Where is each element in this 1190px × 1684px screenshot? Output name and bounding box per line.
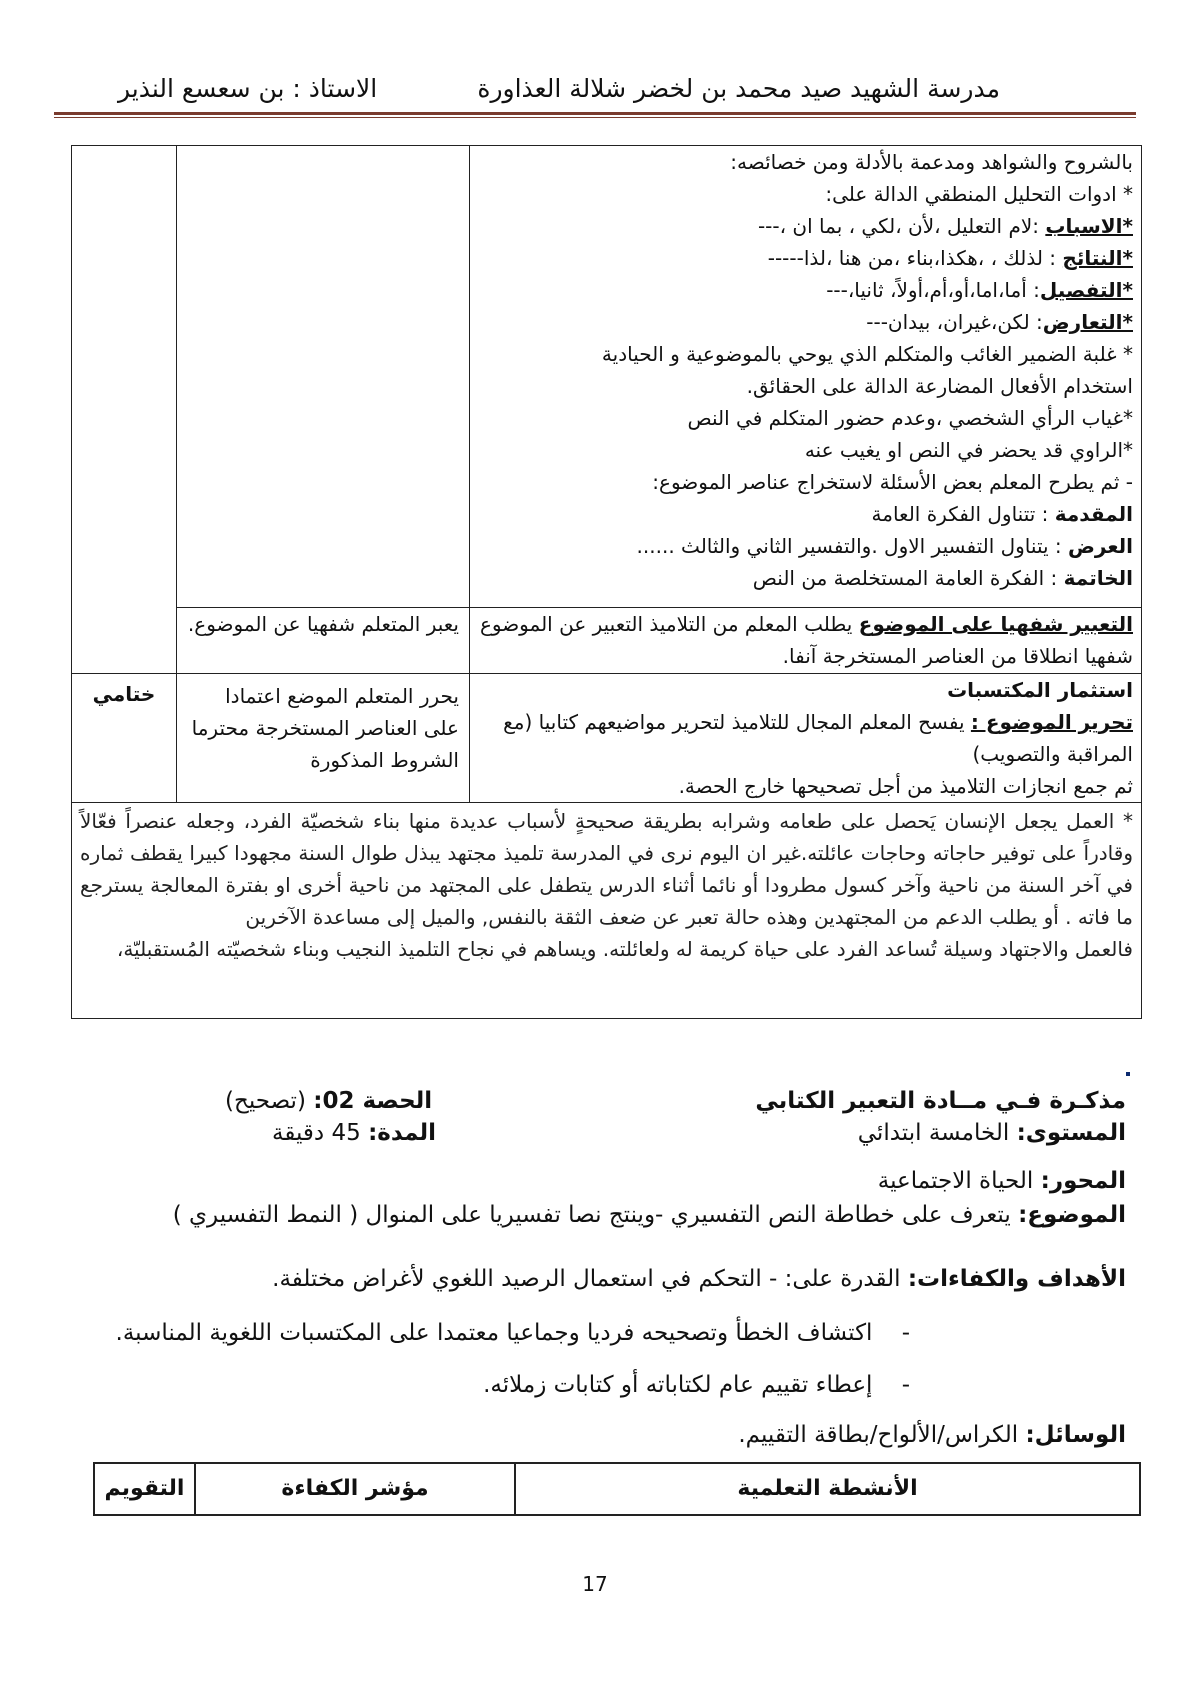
activity-line <box>476 562 1133 594</box>
table-row <box>72 803 1142 1019</box>
activity-line-text: : الفكرة العامة المستخلصة من النص <box>752 566 1064 590</box>
teacher-name: الاستاذ : بن سعسع النذير <box>118 74 378 103</box>
memo-title: مذكـرة فـي مــادة التعبير الكتابي <box>755 1088 1126 1114</box>
writing-text-2: ثم جمع انجازات التلاميذ من أجل تصحيحها خارج الحصة. <box>678 774 1133 798</box>
table-row <box>72 608 1142 674</box>
activity-line <box>476 242 1133 274</box>
activity-line <box>476 402 1133 434</box>
oral-expression-text: يطلب المعلم من التلاميذ التعبير عن الموضوع شفهيا انطلاقا من العناصر المستخرجة آنفا. <box>479 612 1133 668</box>
header-rule <box>54 112 1136 115</box>
oral-expression-title: التعبير شفهيا على الموضوع <box>858 612 1133 636</box>
tools-line: الوسائل: الكراس/الألواح/بطاقة التقييم. <box>738 1422 1126 1448</box>
table-row <box>72 674 1142 803</box>
level-line: المستوى: الخامسة ابتدائي <box>857 1120 1126 1146</box>
activity-line <box>476 370 1133 402</box>
activity-line-label: *الاسباب <box>1045 214 1133 238</box>
session-line: الحصة 02: (تصحيح) <box>225 1088 433 1114</box>
activities-cell <box>470 146 1142 608</box>
activity-line <box>476 338 1133 370</box>
investment-title: استثمار المكتسبات <box>947 678 1133 702</box>
activity-line-text: استخدام الأفعال المضارعة الدالة على الحقائق. <box>746 374 1133 398</box>
activities-header: الأنشطة التعلمية <box>515 1463 1140 1515</box>
activity-line <box>476 434 1133 466</box>
activity-line <box>476 210 1133 242</box>
activity-line-text: - ثم يطرح المعلم بعض الأسئلة لاستخراج عناصر الموضوع: <box>652 470 1133 494</box>
goal-item: - اكتشاف الخطأ وتصحيحه فرديا وجماعيا معتمدا على المكتسبات اللغوية المناسبة. <box>115 1320 910 1346</box>
activities-table-header <box>93 1462 1141 1516</box>
activities-cell <box>470 608 1142 674</box>
table-header-row <box>94 1463 1140 1515</box>
indicator-cell <box>177 146 470 608</box>
indicator-header: مؤشر الكفاءة <box>195 1463 515 1515</box>
model-paragraph-2: فالعمل والاجتهاد وسيلة تُساعد الفرد على حياة كريمة له ولعائلته. ويساهم في نجاح التلميذ النجيب وبناء شخصيّته المُستقبليّة، <box>116 937 1133 961</box>
activity-line-label: العرض <box>1068 534 1133 558</box>
activity-line-text: بالشروح والشواهد ومدعمة بالأدلة ومن خصائصه: <box>730 150 1133 174</box>
activity-line-text: *الراوي قد يحضر في النص او يغيب عنه <box>804 438 1133 462</box>
activity-line-label: *التفصيل <box>1039 278 1133 302</box>
model-text-cell <box>72 803 1142 1019</box>
activity-line-label: *التعارض <box>1042 310 1133 334</box>
header-rule-thin <box>54 117 1136 118</box>
evaluation-header: التقويم <box>94 1463 195 1515</box>
activity-line-text: : أما،اما،أو،أم،أولاً، ثانيا،--- <box>826 278 1040 302</box>
goals-line: الأهداف والكفاءات: القدرة على: - التحكم في استعمال الرصيد اللغوي لأغراض مختلفة. <box>272 1266 1126 1292</box>
activity-line-text: * غلبة الضمير الغائب والمتكلم الذي يوحي بالموضوعية و الحيادية <box>601 342 1133 366</box>
activity-line <box>476 178 1133 210</box>
school-name: مدرسة الشهيد صيد محمد بن لخضر شلالة العذاورة <box>477 74 1000 103</box>
activity-lines <box>476 146 1133 594</box>
page-number: 17 <box>582 1572 608 1596</box>
evaluation-cell <box>72 146 177 674</box>
activity-line-text: :لام التعليل ،لأن ،لكي ، بما ان ،--- <box>757 214 1046 238</box>
activity-line-text: : يتناول التفسير الاول .والتفسير الثاني والثالث ...... <box>636 534 1068 558</box>
bullet-dot <box>1126 1072 1130 1076</box>
activity-line <box>476 146 1133 178</box>
activity-line-text: : لذلك ، ،هكذا،بناء ،من هنا ،لذا----- <box>767 246 1063 270</box>
topic-line: الموضوع: يتعرف على خطاطة النص التفسيري -وينتج نصا تفسيريا على المنوال ( النمط التفسيري ) <box>172 1202 1126 1228</box>
evaluation-cell: ختامي <box>72 674 177 803</box>
activity-line-label: المقدمة <box>1054 502 1133 526</box>
goal-item: - إعطاء تقييم عام لكتاباته أو كتابات زملائه. <box>483 1372 910 1398</box>
activity-line-text: : تتناول الفكرة العامة <box>871 502 1055 526</box>
activity-line-text: : لكن،غيران، بيدان--- <box>866 310 1043 334</box>
activity-line <box>476 530 1133 562</box>
activity-line <box>476 274 1133 306</box>
activity-line <box>476 498 1133 530</box>
axis-line: المحور: الحياة الاجتماعية <box>877 1168 1126 1194</box>
indicator-cell: يحرر المتعلم الموضع اعتمادا على العناصر المستخرجة محترما الشروط المذكورة <box>177 674 470 803</box>
activity-line <box>476 466 1133 498</box>
duration-line: المدة: 45 دقيقة <box>272 1120 437 1146</box>
table-row <box>72 146 1142 608</box>
lesson-table <box>71 145 1142 1019</box>
activity-line-label: *النتائج <box>1062 246 1133 270</box>
activity-line-label: الخاتمة <box>1063 566 1133 590</box>
indicator-cell: يعبر المتعلم شفهيا عن الموضوع. <box>177 608 470 674</box>
writing-title: تحرير الموضوع : <box>970 710 1133 734</box>
activity-line-text: * ادوات التحليل المنطقي الدالة على: <box>825 182 1133 206</box>
activity-line <box>476 306 1133 338</box>
activities-cell <box>470 674 1142 803</box>
writing-text: يفسح المعلم المجال للتلاميذ لتحرير مواضيعهم كتابيا (مع المراقبة والتصويب) <box>503 710 1133 766</box>
activity-line-text: *غياب الرأي الشخصي ،وعدم حضور المتكلم في النص <box>687 406 1133 430</box>
model-paragraph-1: * العمل يجعل الإنسان يَحصل على طعامه وشرابه بطريقة صحيحةٍ لأسباب عديدة منها بناء شخصيّة الفرد، وجعله عنصراً فعّالاً وقادراً على توفير حاجاته وحاجات عائلته.غير ان اليوم نرى في المدرسة تلميذ مجتهد يبذل طوال السنة مجهودا كبيرا يقطف ثماره في آخر السنة من ناحية وآخر كسول مطرودا أو نائما أثناء الدرس يتطفل على المجتهد من ناحية أخرى او بفترة المعالجة يسترجع ما فاته . أو يطلب الدعم من المجتهدين وهذه حالة تعبر عن ضعف الثقة بالنفس, والميل إلى مساعدة الآخرين <box>80 809 1133 929</box>
